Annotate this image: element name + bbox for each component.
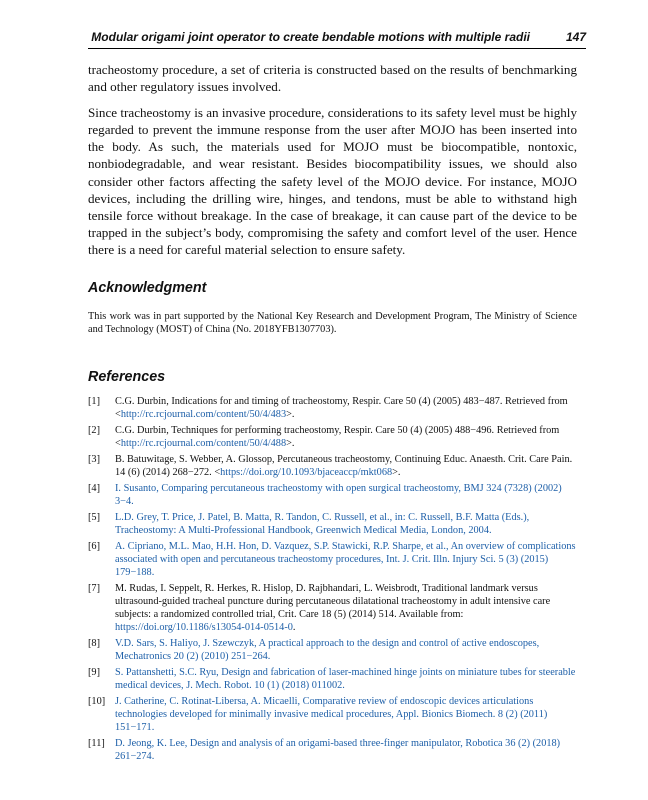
reference-item (88, 511, 577, 537)
reference-item (88, 395, 577, 421)
reference-link[interactable]: J. Catherine, C. Rotinat-Libersa, A. Micaelli, Comparative review of endoscopic devices articulations technologies developed for minimally invasive medical procedures, Appl. Bionics Biomech. 8 (2) (2011) 151−171. (115, 695, 548, 733)
reference-item (88, 666, 577, 692)
reference-item (88, 737, 577, 763)
page-number: 147 (565, 30, 586, 44)
reference-citation: M. Rudas, I. Seppelt, R. Herkes, R. Hislop, D. Rajbhandari, L. Weisbrodt, Traditional landmark versus ultrasound-guided tracheal puncture during percutaneous dilatational tracheostomy in adult intensive care subjects: a randomized controlled trial, Crit. Care 18 (5) (2014) 514. Available from: (115, 582, 551, 620)
reference-citation: C.G. Durbin, Techniques for performing tracheostomy, Respir. Care 50 (4) (2005) 488−496. Retrieved from < (115, 424, 560, 449)
reference-suffix: >. (286, 408, 295, 420)
reference-item (88, 637, 577, 663)
body-paragraph-2: Since tracheostomy is an invasive procedure, considerations to its safety level must be highly regarded to prevent the immune response from the user after MOJO has been inserted into the body. As such, the materials used for MOJO must be biocompatible, nontoxic, nonbiodegradable, and wear resistant. Besides biocompatibility issues, we should also consider other factors affecting the safety level of the MOJO device. For instance, MOJO devices, including the drilling wire, hinges, and tendons, must be able to withstand high tensile force without breakage. In the case of breakage, it can cause part of the device to be trapped in the subject’s body, compromising the safety and comfort level of the user. Hence there is a need for careful material selection to ensure safety. (88, 105, 577, 257)
running-header (88, 30, 586, 46)
reference-number: [3] (88, 453, 101, 465)
reference-link[interactable]: V.D. Sars, S. Haliyo, J. Szewczyk, A practical approach to the design and control of active endoscopes, Mechatronics 20 (2) (2010) 251−264. (115, 637, 540, 662)
reference-text (115, 511, 577, 537)
reference-number: [1] (88, 395, 101, 407)
reference-number: [10] (88, 695, 106, 707)
reference-item (88, 695, 577, 734)
reference-item (88, 424, 577, 450)
reference-item (88, 582, 577, 634)
reference-number: [6] (88, 540, 101, 552)
reference-citation: B. Batuwitage, S. Webber, A. Glossop, Percutaneous tracheostomy, Continuing Educ. Anaesth. Crit. Care Pain. 14 (6) (2014) 268−272. < (115, 453, 573, 478)
reference-suffix: >. (286, 437, 295, 449)
reference-number: [2] (88, 424, 101, 436)
reference-number: [8] (88, 637, 101, 649)
reference-text (115, 395, 577, 421)
reference-text (115, 582, 577, 634)
reference-link[interactable]: L.D. Grey, T. Price, J. Patel, B. Matta, R. Tandon, C. Russell, et al., in: C. Russell, B.F. Matta (Eds.), Tracheostomy: A Multi-Professional Handbook, Greenwich Medical Media, London, 2004. (115, 511, 530, 536)
reference-link[interactable]: http://rc.rcjournal.com/content/50/4/483 (120, 408, 287, 420)
reference-text (115, 540, 577, 579)
reference-text (115, 482, 577, 508)
reference-suffix: >. (392, 466, 401, 478)
reference-link[interactable]: D. Jeong, K. Lee, Design and analysis of an origami-based three-finger manipulator, Robotica 36 (2) (2018) 261−274. (115, 737, 561, 762)
reference-link[interactable]: http://rc.rcjournal.com/content/50/4/488 (120, 437, 287, 449)
reference-number: [7] (88, 582, 101, 594)
running-title: Modular origami joint operator to create bendable motions with multiple radii (91, 30, 530, 44)
reference-link[interactable]: https://doi.org/10.1186/s13054-014-0514-0 (115, 621, 293, 633)
references-heading: References (88, 368, 166, 385)
acknowledgment-text: This work was in part supported by the National Key Research and Development Program, The Ministry of Science and Technology (MOST) of China (No. 2018YFB1307703). (88, 311, 577, 336)
reference-number: [5] (88, 511, 101, 523)
reference-link[interactable]: A. Cipriano, M.L. Mao, H.H. Hon, D. Vazquez, S.P. Stawicki, R.P. Sharpe, et al., An overview of complications associated with open and percutaneous tracheostomy procedures, Int. J. Crit. Illn. Injury Sci. 5 (3) (2015) 179−188. (115, 540, 576, 578)
reference-number: [9] (88, 666, 101, 678)
reference-text (115, 453, 577, 479)
reference-suffix: . (292, 621, 296, 633)
reference-item (88, 453, 577, 479)
reference-number: [4] (88, 482, 101, 494)
reference-text (115, 666, 577, 692)
header-divider (88, 48, 586, 49)
reference-text (115, 424, 577, 450)
reference-number: [11] (88, 737, 105, 749)
body-paragraph-1: tracheostomy procedure, a set of criteria is constructed based on the results of benchmarking and other regulatory issues involved. (88, 62, 577, 95)
reference-link[interactable]: I. Susanto, Comparing percutaneous tracheostomy with open surgical tracheostomy, BMJ 324 (7328) (2002) 3−4. (115, 482, 562, 507)
page-body (88, 61, 577, 766)
reference-link[interactable]: S. Pattanshetti, S.C. Ryu, Design and fabrication of laser-machined hinge joints on miniature tubes for steerable medical devices, J. Mech. Robot. 10 (1) (2018) 011002. (115, 666, 576, 691)
reference-text (115, 737, 577, 763)
reference-link[interactable]: https://doi.org/10.1093/bjaceaccp/mkt068 (220, 466, 393, 478)
reference-text (115, 637, 577, 663)
reference-item (88, 540, 577, 579)
acknowledgment-heading: Acknowledgment (88, 280, 207, 297)
reference-citation: C.G. Durbin, Indications for and timing of tracheostomy, Respir. Care 50 (4) (2005) 483−487. Retrieved from < (115, 395, 568, 420)
reference-list (88, 395, 577, 763)
reference-text (115, 695, 577, 734)
reference-item (88, 482, 577, 508)
